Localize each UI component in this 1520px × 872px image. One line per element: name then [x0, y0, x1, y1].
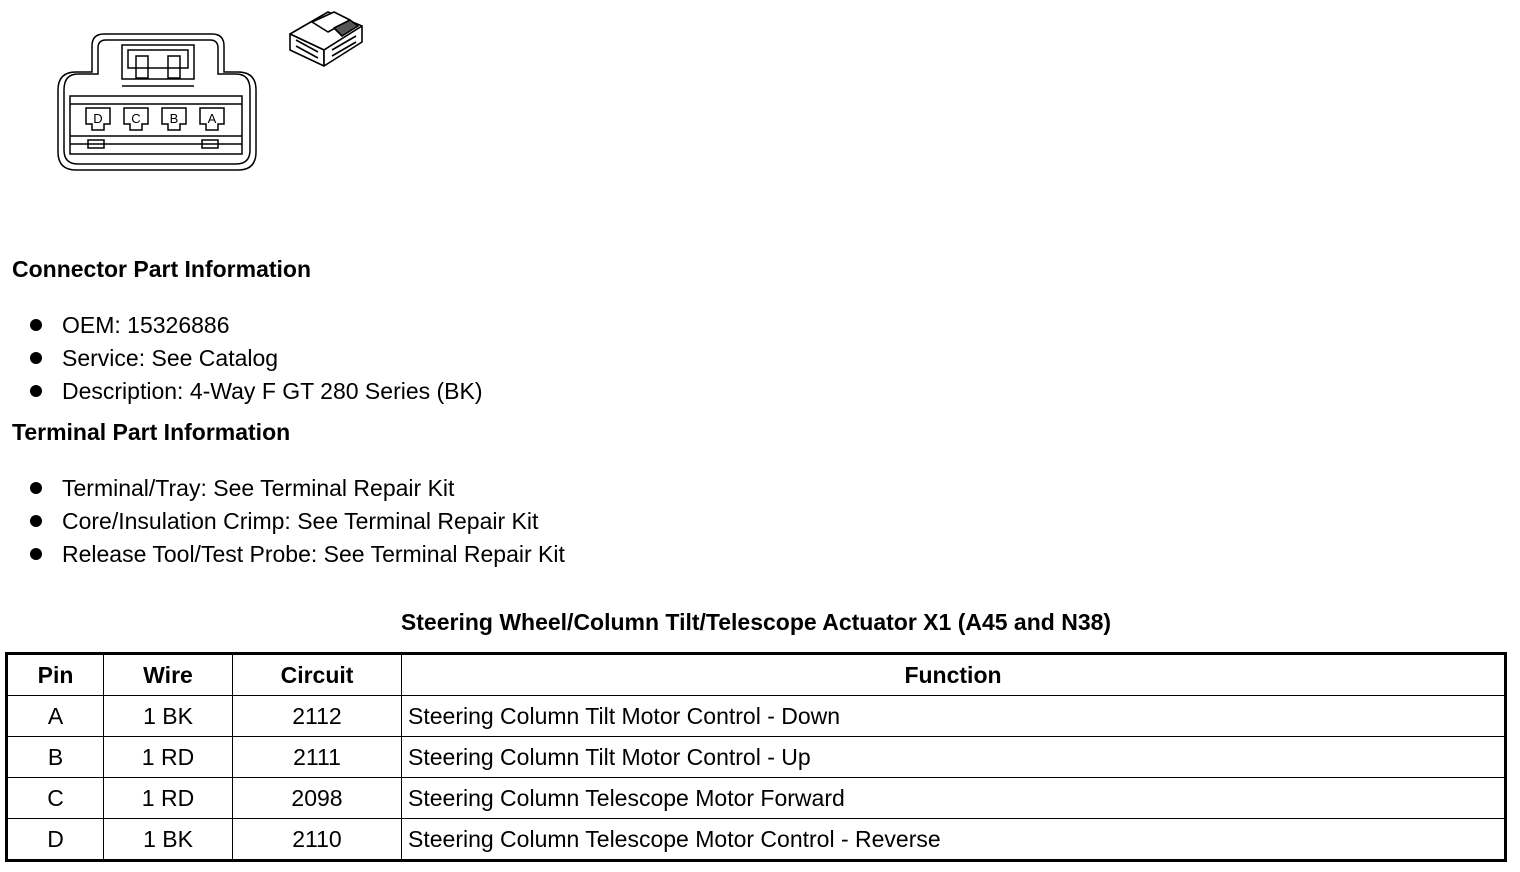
table-row [7, 737, 1506, 778]
list-item-text: Release Tool/Test Probe: See Terminal Repair Kit [62, 541, 565, 567]
wire-cell: 1 BK [104, 696, 233, 737]
wire-cell: 1 RD [104, 778, 233, 819]
wire-cell: 1 RD [104, 737, 233, 778]
list-item-text: Core/Insulation Crimp: See Terminal Repair Kit [62, 508, 539, 534]
function-cell: Steering Column Tilt Motor Control - Up [402, 737, 1506, 778]
list-item [28, 376, 483, 409]
function-cell: Steering Column Tilt Motor Control - Down [402, 696, 1506, 737]
function-cell: Steering Column Telescope Motor Control - Reverse [402, 819, 1506, 861]
connector-info-heading: Connector Part Information [12, 256, 312, 282]
bullet-icon [30, 385, 42, 397]
circuit-cell: 2111 [233, 737, 402, 778]
column-header-function: Function [402, 654, 1506, 696]
pin-cell: B [7, 737, 104, 778]
connector-isometric-illustration [282, 4, 368, 70]
connector-info-list [28, 310, 483, 409]
terminal-info-list [28, 473, 565, 572]
function-cell: Steering Column Telescope Motor Forward [402, 778, 1506, 819]
pin-cell: C [7, 778, 104, 819]
pin-table [5, 652, 1507, 862]
pin-table-title: Steering Wheel/Column Tilt/Telescope Actuator X1 (A45 and N38) [400, 609, 1112, 635]
bullet-icon [30, 482, 42, 494]
circuit-cell: 2098 [233, 778, 402, 819]
pin-cell: D [7, 819, 104, 861]
pin-cell: A [7, 696, 104, 737]
column-header-wire: Wire [104, 654, 233, 696]
list-item [28, 539, 565, 572]
pin-label-b: B [169, 111, 179, 126]
list-item [28, 506, 565, 539]
column-header-circuit: Circuit [233, 654, 402, 696]
pin-label-a: A [207, 111, 217, 126]
table-row [7, 696, 1506, 737]
list-item-text: Terminal/Tray: See Terminal Repair Kit [62, 475, 455, 501]
list-item [28, 343, 483, 376]
list-item [28, 310, 483, 343]
table-header-row [7, 654, 1506, 696]
terminal-info-heading: Terminal Part Information [12, 419, 291, 445]
connector-face-diagram [52, 28, 262, 178]
table-row [7, 778, 1506, 819]
table-row [7, 819, 1506, 861]
bullet-icon [30, 548, 42, 560]
bullet-icon [30, 352, 42, 364]
bullet-icon [30, 319, 42, 331]
list-item-text: Service: See Catalog [62, 345, 279, 371]
list-item-text: Description: 4-Way F GT 280 Series (BK) [62, 378, 483, 404]
wire-cell: 1 BK [104, 819, 233, 861]
pin-label-c: C [131, 111, 141, 126]
column-header-pin: Pin [7, 654, 104, 696]
circuit-cell: 2112 [233, 696, 402, 737]
circuit-cell: 2110 [233, 819, 402, 861]
pin-label-d: D [93, 111, 103, 126]
list-item [28, 473, 565, 506]
bullet-icon [30, 515, 42, 527]
list-item-text: OEM: 15326886 [62, 312, 230, 338]
